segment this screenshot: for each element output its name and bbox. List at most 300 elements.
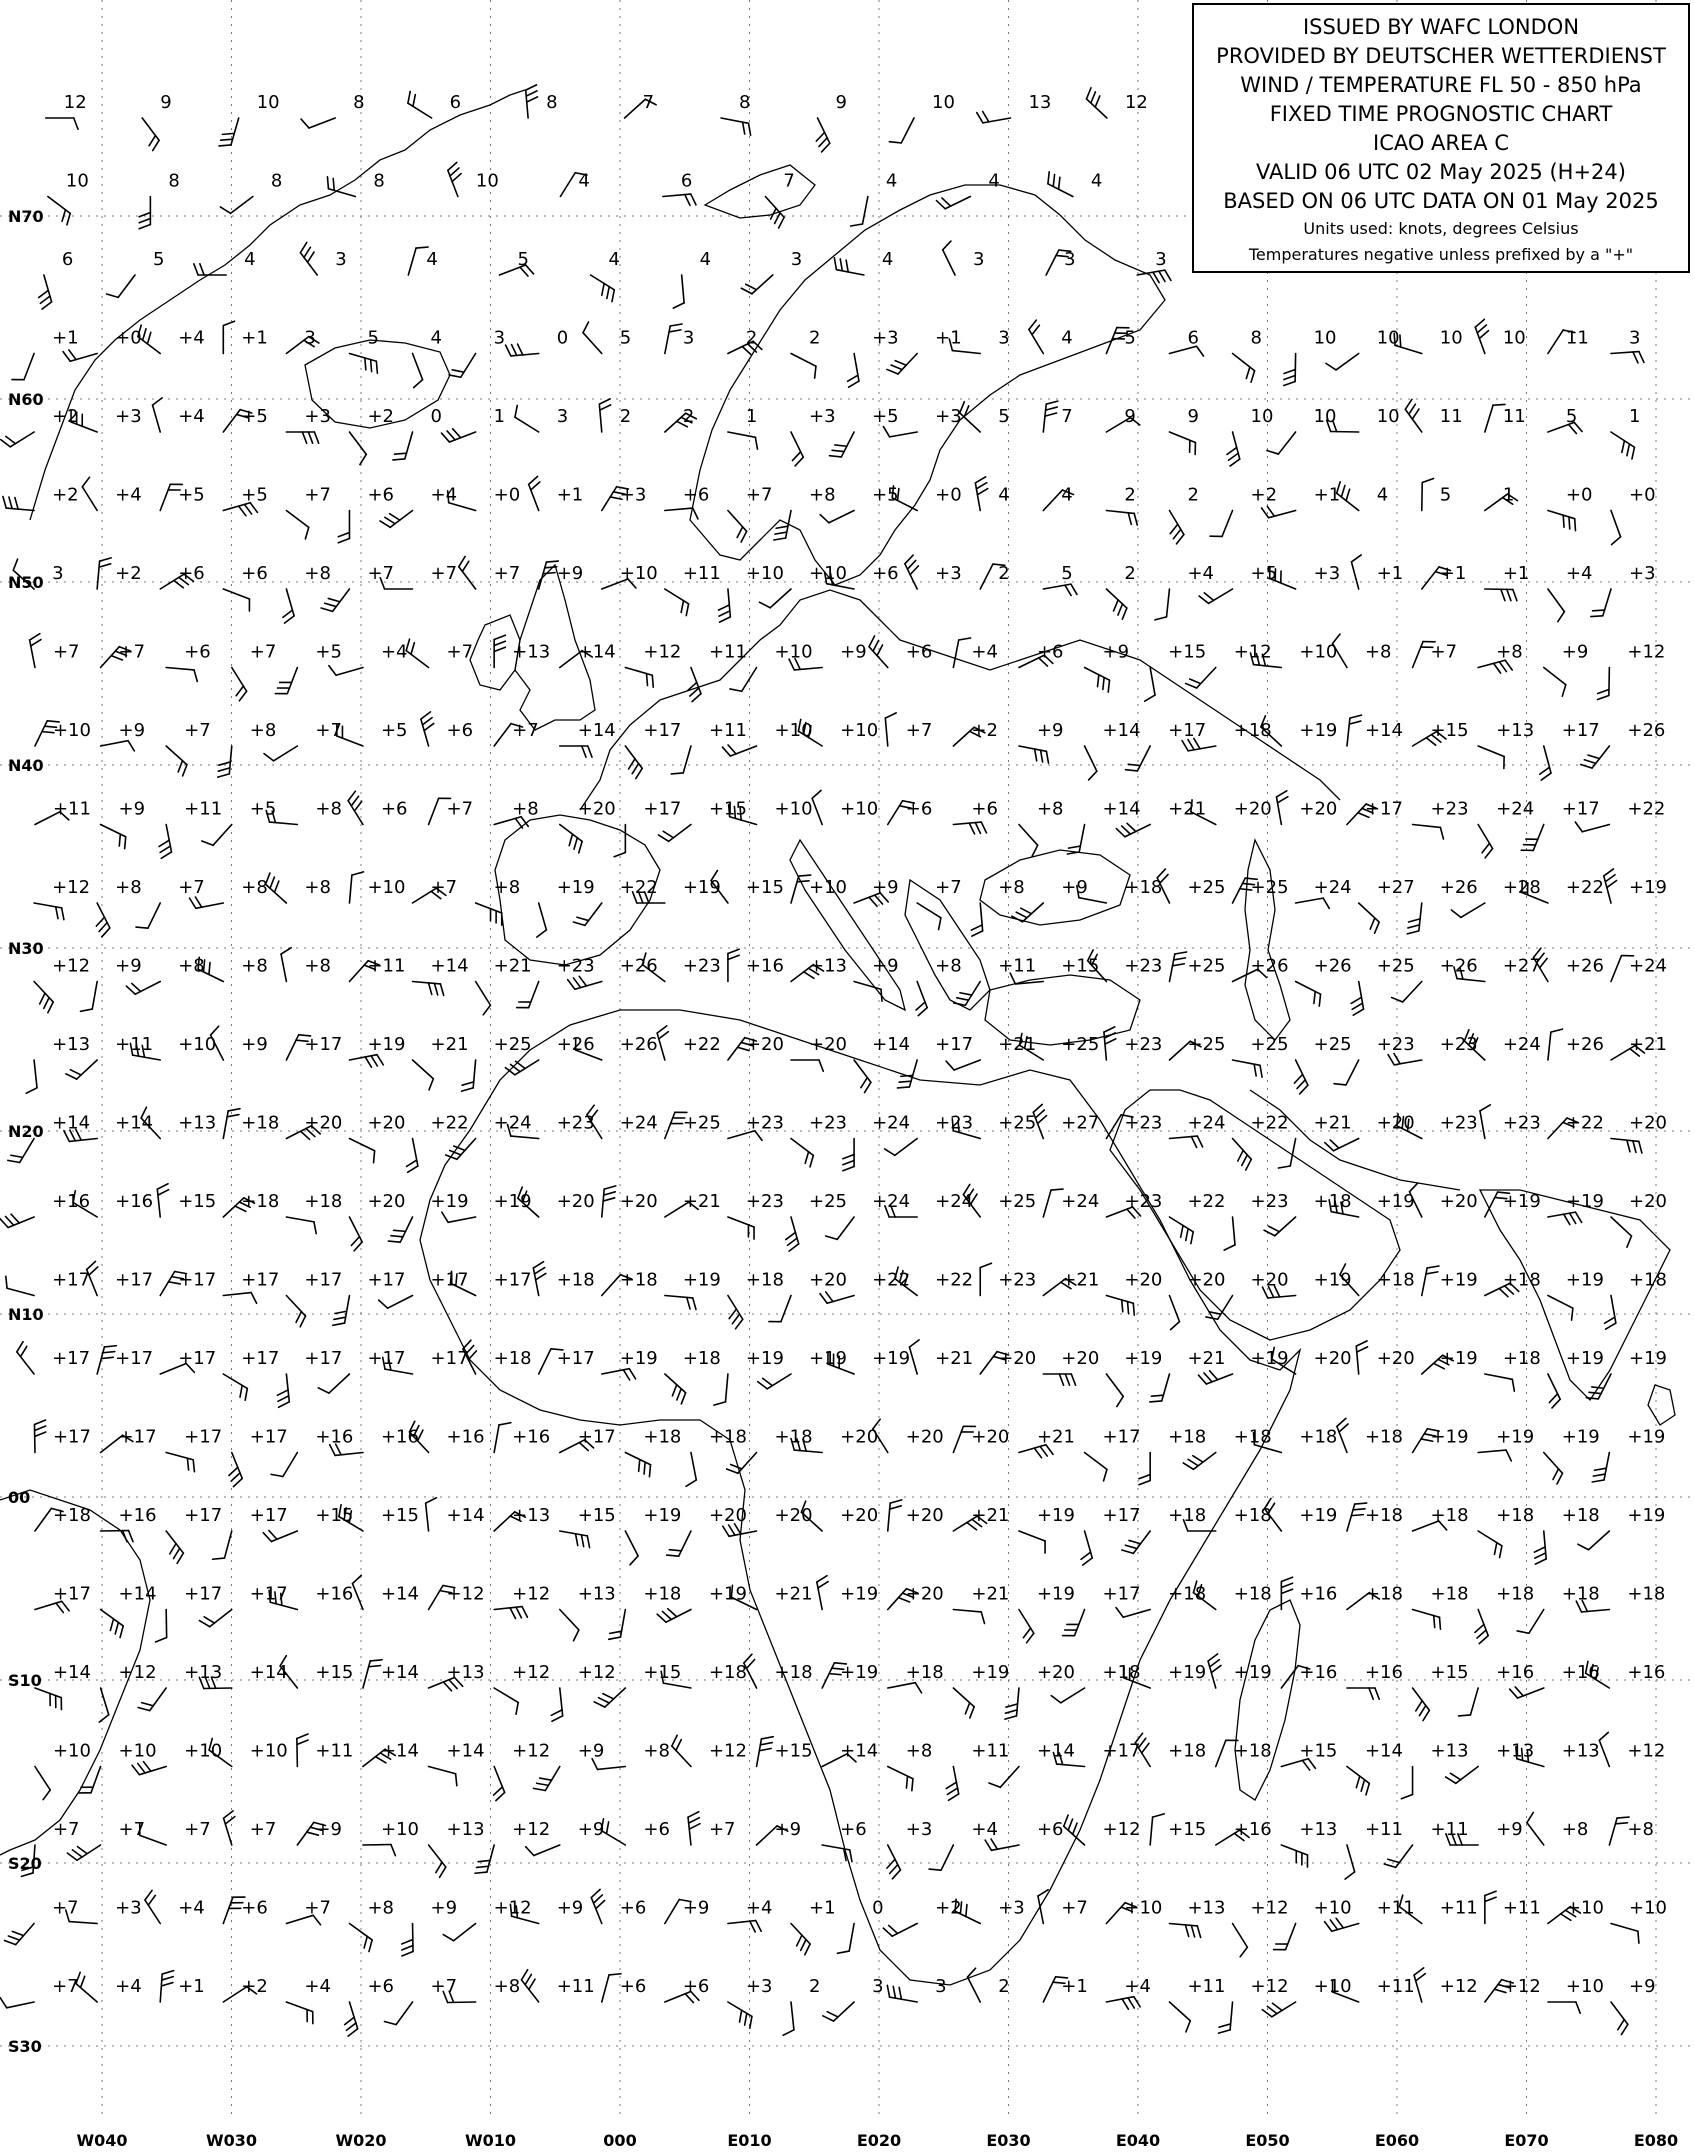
wind-barb <box>1356 1341 1367 1374</box>
temperature-value: +10 <box>367 877 406 898</box>
temperature-value: +12 <box>1502 1976 1541 1997</box>
temperature-value: 9 <box>1187 406 1199 427</box>
wind-barb <box>665 589 689 616</box>
temperature-value: +2 <box>971 720 998 741</box>
wind-barb <box>475 1845 494 1873</box>
temperature-value: +19 <box>840 1583 879 1605</box>
temperature-value: +20 <box>1061 1348 1100 1369</box>
wind-barb <box>271 1453 297 1477</box>
temperature-value: +16 <box>1299 1583 1338 1605</box>
temperature-value: +9 <box>1629 1976 1656 1997</box>
temperature-value: +13 <box>184 1662 223 1683</box>
wind-barb <box>602 1974 621 2002</box>
temperature-value: +12 <box>512 1583 551 1605</box>
temperature-value: +14 <box>840 1740 879 1762</box>
wind-barb <box>887 1845 901 1879</box>
temperature-value: +6 <box>184 641 211 663</box>
temperature-value: 3 <box>1155 249 1167 270</box>
wind-barb <box>515 405 539 432</box>
temperature-value: +21 <box>430 1034 469 1055</box>
wind-barb <box>1233 354 1255 383</box>
wind-barb <box>1334 1060 1359 1085</box>
wind-barb <box>1086 88 1106 118</box>
wind-barb <box>1347 1767 1369 1795</box>
temperature-value: +23 <box>1124 955 1163 977</box>
temperature-value: +27 <box>1061 1112 1100 1134</box>
temperature-value: +21 <box>1168 798 1207 820</box>
wind-barb <box>1475 1610 1488 1644</box>
temperature-value: 0 <box>430 406 442 427</box>
temperature-value: +19 <box>1565 1348 1604 1369</box>
wind-barb <box>1150 1374 1170 1402</box>
wind-barb <box>728 1921 761 1932</box>
temperature-value: +5 <box>249 798 277 820</box>
temperature-value: +19 <box>1629 1348 1667 1369</box>
temperature-value: +10 <box>619 563 658 584</box>
temperature-value: +15 <box>178 1191 217 1212</box>
temperature-value: +22 <box>1187 1191 1226 1212</box>
wind-barb <box>393 432 413 460</box>
temperature-value: 4 <box>988 170 1000 192</box>
wind-barb <box>820 1292 854 1303</box>
temperature-value: +6 <box>178 563 205 584</box>
wind-barb <box>843 1139 854 1171</box>
temperature-value: +18 <box>1364 1583 1403 1605</box>
wind-barb <box>583 322 602 353</box>
wind-barb <box>446 1139 476 1160</box>
temperature-value: +14 <box>577 720 616 741</box>
temperature-value: +19 <box>430 1191 469 1212</box>
wind-barb <box>1351 555 1361 589</box>
temperature-value: 4 <box>998 484 1010 506</box>
temperature-value: 5 <box>517 249 529 270</box>
temperature-sign-note: Temperatures negative unless prefixed by a "+" <box>1248 245 1634 264</box>
temperature-value: +0 <box>1565 484 1593 506</box>
wind-barb <box>728 949 739 981</box>
wind-barb <box>82 477 97 510</box>
temperature-value: +10 <box>1124 1897 1163 1919</box>
wind-barb <box>526 1845 560 1855</box>
wind-barb <box>363 1845 395 1856</box>
temperature-value: +19 <box>1430 1426 1469 1448</box>
temperature-value: 10 <box>1376 406 1400 427</box>
wind-barb <box>812 790 822 824</box>
temperature-value: +16 <box>1364 1662 1403 1683</box>
temperature-value: 3 <box>998 327 1010 349</box>
wind-barb <box>1475 319 1488 353</box>
wind-barb <box>443 1924 475 1941</box>
temperature-value: +10 <box>52 720 91 741</box>
wind-barb <box>1169 1136 1202 1147</box>
temperature-value: 4 <box>1061 327 1073 349</box>
temperature-value: +18 <box>1496 1505 1535 1526</box>
wind-barb <box>817 1576 828 1610</box>
wind-barb <box>657 1609 691 1623</box>
temperature-value: +13 <box>512 1505 551 1526</box>
wind-barb <box>1219 2002 1233 2033</box>
temperature-value: +17 <box>241 1269 280 1291</box>
temperature-value: 12 <box>1124 92 1148 113</box>
temperature-value: +18 <box>905 1662 944 1683</box>
temperature-value: +19 <box>556 877 595 898</box>
temperature-value: +14 <box>115 1112 154 1134</box>
temperature-value: +19 <box>493 1191 532 1212</box>
wind-barb <box>888 1500 902 1531</box>
temperature-value: +25 <box>809 1191 847 1212</box>
wind-barb <box>338 511 349 543</box>
temperature-value: +1 <box>1376 563 1404 584</box>
temperature-value: 5 <box>153 249 165 270</box>
wind-barb <box>560 1531 590 1548</box>
temperature-value: +10 <box>840 798 879 820</box>
temperature-value: 3 <box>1629 327 1641 349</box>
temperature-value: +8 <box>315 798 342 820</box>
temperature-value: +19 <box>1124 1348 1163 1369</box>
temperature-value: +15 <box>1430 720 1469 741</box>
wind-barb <box>1611 1139 1642 1154</box>
wind-barb <box>837 1924 854 1954</box>
product-line: WIND / TEMPERATURE FL 50 - 850 hPa <box>1240 73 1642 97</box>
temperature-value: +22 <box>872 1269 911 1291</box>
temperature-value: +27 <box>1502 955 1541 977</box>
temperature-value: +10 <box>52 1740 91 1762</box>
wind-barb <box>591 1889 604 1923</box>
wind-barb <box>1458 1688 1478 1716</box>
temperature-value: +19 <box>1299 720 1338 741</box>
wind-barb <box>1611 432 1634 459</box>
temperature-value: +18 <box>1233 1740 1272 1762</box>
wind-barb <box>1392 982 1422 1002</box>
temperature-value: +18 <box>1313 1191 1352 1212</box>
temperature-value: +26 <box>1565 955 1604 977</box>
wind-barb <box>345 2002 358 2036</box>
temperature-value: +17 <box>367 1348 406 1369</box>
wind-barb <box>1019 1531 1045 1553</box>
wind-barb <box>667 1531 691 1556</box>
temperature-value: +7 <box>118 1819 146 1840</box>
temperature-value: +14 <box>1102 720 1141 741</box>
temperature-value: +8 <box>241 955 268 977</box>
wind-barb <box>1544 1453 1563 1484</box>
wind-barb <box>887 354 917 374</box>
wind-barb <box>1267 432 1296 454</box>
temperature-value: +26 <box>1313 955 1352 977</box>
temperature-value: 4 <box>608 249 621 270</box>
wind-barb <box>1005 1688 1019 1719</box>
temperature-value: +3 <box>1313 563 1341 584</box>
temperature-value: 10 <box>256 92 280 113</box>
temperature-value: +9 <box>682 1897 710 1919</box>
lon-label: 000 <box>603 2131 637 2150</box>
temperature-value: +11 <box>708 641 747 663</box>
wind-barb <box>4 1924 34 1945</box>
temperature-value: +1 <box>178 1976 205 1997</box>
wind-barb <box>275 668 297 694</box>
wind-barb <box>728 432 758 449</box>
wind-barb <box>1609 1817 1629 1845</box>
temperature-value: +20 <box>1629 1191 1667 1212</box>
temperature-value: +2 <box>52 406 79 427</box>
wind-barb <box>1029 320 1043 353</box>
wind-barb <box>1294 1060 1307 1094</box>
temperature-value: +8 <box>115 877 142 898</box>
temperature-value: +17 <box>304 1348 343 1369</box>
temperature-value: +0 <box>935 484 962 506</box>
temperature-value: +9 <box>840 641 867 663</box>
temperature-value: +18 <box>1233 1505 1272 1526</box>
wind-barb <box>6 1276 34 1295</box>
temperature-value: +19 <box>1168 1662 1207 1683</box>
temperature-value: +19 <box>1565 1269 1604 1291</box>
temperature-value: 8 <box>168 170 180 192</box>
temperature-value: +11 <box>1187 1976 1226 1997</box>
wind-barb <box>157 1184 168 1217</box>
wind-barb <box>132 1762 166 1775</box>
lat-label: N50 <box>8 573 44 592</box>
temperature-value: +2 <box>52 484 79 506</box>
temperature-value: +11 <box>315 1740 354 1762</box>
wind-barb <box>727 1453 757 1474</box>
temperature-value: +17 <box>643 720 682 741</box>
wind-barb <box>741 275 772 294</box>
temperature-value: +2 <box>935 1897 962 1919</box>
wind-barb <box>286 2002 312 2024</box>
temperature-value: +15 <box>774 1740 813 1762</box>
temperature-value: +18 <box>1561 1505 1600 1526</box>
wind-barb <box>213 1531 232 1559</box>
temperature-value: 5 <box>367 327 379 349</box>
temperature-value: +22 <box>430 1112 469 1134</box>
temperature-value: +18 <box>774 1426 813 1448</box>
wind-barb <box>101 1610 124 1638</box>
temperature-value: +18 <box>1168 1740 1207 1762</box>
temperature-value: 3 <box>304 327 316 349</box>
wind-barb <box>791 875 811 903</box>
temperature-value: 8 <box>1250 327 1262 349</box>
temperature-value: +20 <box>1313 1348 1352 1369</box>
wind-barb <box>1422 1266 1439 1296</box>
temperature-value: 6 <box>1187 327 1199 349</box>
temperature-value: +8 <box>241 877 268 898</box>
wind-barb <box>529 476 540 510</box>
temperature-value: +17 <box>241 1348 280 1369</box>
temperature-value: +3 <box>115 1897 142 1919</box>
temperature-value: +18 <box>1364 1505 1403 1526</box>
temperature-value: +1 <box>809 1897 836 1919</box>
temperature-value: +21 <box>1313 1112 1352 1134</box>
wind-barb <box>728 511 747 542</box>
temperature-value: +8 <box>1364 641 1392 663</box>
temperature-value: +26 <box>1250 955 1289 977</box>
wind-barb <box>946 1767 958 1801</box>
wind-barb <box>665 324 682 354</box>
wind-barb <box>286 432 318 443</box>
wind-barb <box>560 1610 579 1641</box>
wind-barb <box>625 668 653 688</box>
wind-barb <box>1401 1767 1412 1799</box>
wind-barb <box>1276 791 1287 825</box>
temperature-value: +11 <box>1376 1976 1415 1997</box>
temperature-value: +3 <box>905 1819 933 1840</box>
temperature-value: +1 <box>556 484 584 506</box>
temperature-value: +12 <box>1250 1897 1289 1919</box>
temperature-value: +22 <box>935 1269 974 1291</box>
temperature-value: +25 <box>1187 1034 1226 1055</box>
temperature-value: +19 <box>1036 1505 1075 1526</box>
temperature-value: +10 <box>809 563 847 584</box>
temperature-value: +10 <box>745 563 784 584</box>
temperature-value: +20 <box>1439 1191 1478 1212</box>
temperature-value: 2 <box>1187 484 1199 506</box>
wind-barb <box>413 354 423 388</box>
wind-barb <box>757 1737 774 1767</box>
temperature-value: +14 <box>1102 798 1141 820</box>
wind-barb <box>953 1688 974 1718</box>
temperature-value: 4 <box>885 170 898 192</box>
wind-barb <box>1085 668 1110 693</box>
temperature-value: 2 <box>809 1976 821 1997</box>
temperature-value: +19 <box>1629 877 1667 898</box>
temperature-value: +18 <box>1430 1505 1469 1526</box>
temperature-value: +12 <box>1250 1976 1289 1997</box>
temperature-value: +18 <box>1233 1583 1272 1605</box>
temperature-value: +9 <box>1496 1819 1523 1840</box>
coastline-svalbard <box>705 165 815 218</box>
temperature-value: +20 <box>998 1348 1037 1369</box>
temperature-value: +9 <box>118 720 146 741</box>
temperature-value: 11 <box>1502 406 1526 427</box>
wind-barb <box>220 197 253 214</box>
temperature-value: +9 <box>1061 877 1088 898</box>
temperature-value: +16 <box>118 1505 157 1526</box>
wind-barb <box>12 354 34 380</box>
temperature-value: +24 <box>1187 1112 1226 1134</box>
temperature-value: +25 <box>1187 955 1226 977</box>
wind-barb <box>673 275 684 308</box>
wind-barb <box>34 982 53 1013</box>
coastline-sri-lanka <box>1648 1385 1675 1425</box>
temperature-value: +19 <box>682 1269 721 1291</box>
wind-barb <box>1048 172 1073 197</box>
temperature-value: +17 <box>1102 1426 1141 1448</box>
wind-barb <box>1043 401 1058 432</box>
temperature-value: +23 <box>998 1269 1037 1291</box>
wind-barb <box>224 1811 235 1845</box>
temperature-value: 3 <box>935 1976 947 1997</box>
temperature-value: +16 <box>380 1426 419 1448</box>
temperature-value: +12 <box>512 1740 551 1762</box>
temperature-value: +15 <box>1299 1740 1338 1762</box>
wind-barb <box>887 1985 917 2002</box>
wind-barb <box>219 118 239 146</box>
wind-barb <box>1122 1531 1150 1553</box>
temperature-value: +7 <box>1061 1897 1088 1919</box>
temperature-value: +20 <box>840 1505 879 1526</box>
temperature-value: +11 <box>184 798 223 820</box>
temperature-value: +21 <box>1187 1348 1226 1369</box>
temperature-value: +19 <box>367 1034 406 1055</box>
temperature-value: +10 <box>1313 1897 1352 1919</box>
wind-barb <box>136 903 160 928</box>
wind-barb <box>379 1296 413 1309</box>
temperature-value: +16 <box>115 1191 154 1212</box>
temperature-value: +4 <box>178 406 205 427</box>
temperature-value: +9 <box>315 1819 342 1840</box>
temperature-value: +10 <box>178 1034 217 1055</box>
temperature-value: +24 <box>1629 955 1667 977</box>
wind-barb <box>1233 1139 1252 1170</box>
temperature-value: +17 <box>52 1583 91 1605</box>
temperature-value: +11 <box>971 1740 1010 1762</box>
temperature-value: 10 <box>1439 327 1463 349</box>
wind-barb <box>494 1767 505 1801</box>
wind-barb <box>429 1767 457 1786</box>
temperature-value: +20 <box>905 1426 944 1448</box>
temperature-value: +14 <box>52 1662 91 1683</box>
temperature-value: +18 <box>1376 1269 1415 1291</box>
wind-barb <box>1446 1767 1479 1784</box>
wind-barb <box>17 1342 34 1374</box>
temperature-value: +2 <box>241 1976 268 1997</box>
wind-barb <box>1198 1371 1232 1384</box>
temperature-value: +23 <box>935 1112 974 1134</box>
temperature-value: +14 <box>430 955 469 977</box>
temperature-value: +8 <box>809 484 836 506</box>
temperature-value: +23 <box>556 955 595 977</box>
temperature-value: +23 <box>1124 1191 1163 1212</box>
temperature-value: 10 <box>1376 327 1400 349</box>
temperature-value: +4 <box>1565 563 1593 584</box>
temperature-value: +20 <box>905 1505 944 1526</box>
temperature-value: +4 <box>971 641 998 663</box>
temperature-value: +17 <box>178 1348 217 1369</box>
wind-barb <box>266 873 287 903</box>
coastline-scandinavia <box>690 185 1165 585</box>
wind-barb <box>1063 1610 1085 1636</box>
wind-barb <box>429 1845 446 1877</box>
temperature-value: +12 <box>52 955 91 977</box>
temperature-value: +19 <box>971 1662 1010 1683</box>
temperature-value: +18 <box>1627 1583 1666 1605</box>
temperature-value: +19 <box>840 1662 879 1683</box>
temperature-value: 10 <box>65 170 89 192</box>
wind-barb <box>8 1139 34 1163</box>
wind-barb <box>156 1610 167 1642</box>
temperature-value: +6 <box>905 798 933 820</box>
wind-barb <box>1227 432 1240 466</box>
wind-barb <box>953 1610 984 1624</box>
wind-barb <box>1169 1924 1200 1938</box>
temperature-value: 10 <box>1250 406 1274 427</box>
temperature-value: +21 <box>774 1583 813 1605</box>
temperature-value: +7 <box>184 1819 211 1840</box>
temperature-value: 2 <box>1124 563 1136 584</box>
temperature-value: +19 <box>872 1348 911 1369</box>
wind-barb <box>283 589 294 623</box>
temperature-value: +21 <box>998 1034 1037 1055</box>
wind-barb <box>26 1060 37 1093</box>
temperature-value: +15 <box>1430 1662 1469 1683</box>
wind-barb <box>533 1262 545 1296</box>
temperature-value: +15 <box>643 1662 682 1683</box>
wind-barb <box>791 1139 813 1167</box>
wind-barb <box>218 746 232 777</box>
temperature-value: +8 <box>1496 641 1523 663</box>
wind-barb <box>1106 511 1137 526</box>
temperature-value: +5 <box>315 641 342 663</box>
temperature-value: +23 <box>1439 1034 1478 1055</box>
temperature-value: +19 <box>1502 1191 1541 1212</box>
